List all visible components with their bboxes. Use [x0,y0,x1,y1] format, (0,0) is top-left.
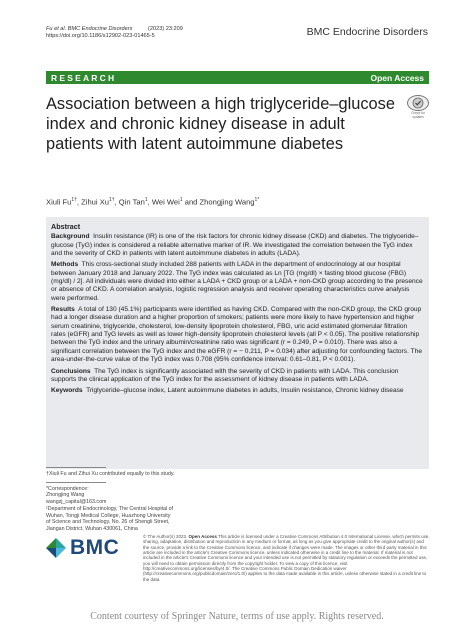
header-citation: (2023) 23:209 [148,26,183,32]
affiliation: ¹Department of Endocrinology, The Central Hospital of Wuhan, Tongji Medical College, Huazhong University of Science and Technology, No. 26 of Shengli Street, Jiangan District, Wuhan 430061, China [46,505,173,532]
abstract-keywords [51,387,423,395]
results-label: Results [51,306,75,314]
article-type-bar [46,71,429,84]
author-name: Xiuli Fu [46,197,72,207]
bmc-logo [46,536,119,560]
check-for-updates-badge[interactable] [407,95,429,117]
author-affil-mark: 1† [71,197,77,203]
header-authors: Fu et al. [46,26,67,32]
correspondence-name: Zhongjing Wang [46,492,85,499]
abstract-heading: Abstract [51,222,81,231]
conclusions-text: The TyG index is significantly associated with the severity of CKD in patients with LADA. This conclusion supports the clinical application of the TyG index for the assessment of kidney disease in patients with LADA. [51,367,399,383]
abstract-methods [51,261,423,303]
abstract-results [51,306,423,364]
background-text: Insulin resistance (IR) is one of the risk factors for chronic kidney disease (CKD) and diabetes. The triglyceride–glucose (TyG) index is considered a reliable alternative marker of IR. We investigated the correlation between the TyG index and the severity of CKD in patients with latent autoimmune diabetes in adults (LADA). [51,233,419,258]
methods-label: Methods [51,261,79,269]
author-affil-mark: 1† [108,197,115,203]
abstract-box [46,217,429,469]
notes-divider [46,467,106,468]
bmc-mark-icon [46,538,66,558]
journal-name: BMC Endocrine Disorders [306,26,428,38]
license-text: This article is licensed under a Creative Commons Attribution 4.0 International License, which permits use, sharing, adaptation, distribution and reproduction in any medium or format, as long as you give appropriate credit to the original author(s) and the source, provide a link to the Creative Commons licence, and indicate if changes were made. The images or other third party material in this article are included in the article's Creative Commons licence, unless indicated otherwise in a credit line to the material. If material is not included in the article's Creative Commons licence and your intended use is not permitted by statutory regulation or exceeds the permitted use, you will need to obtain permission directly from the copyright holder. To view a copy of this licence, visit http://creativecommons.org/licenses/by/4.0/. The Creative Commons Public Domain Dedication waiver (http://creativecommons.org/publicdomain/zero/1.0/) applies to the data made available in this article, unless otherwise stated in a credit line to the data. [143,534,430,582]
bmc-wordmark: BMC [70,536,120,559]
correspondence-email[interactable]: wangzj_capital@163.com [46,499,107,506]
header-journal: BMC Endocrine Disorders [67,26,133,32]
open-access-label: Open Access [370,72,424,83]
notes-divider [46,482,106,483]
license-statement [143,534,430,582]
author-list: Xiuli $Fu^{1\dagger}$, Zihui $Xu^{1\dagger}$, Qin Tan$^1$, Wei Wei$^1$ and Zhongjing Wang$^{1*}$ [46,197,260,207]
keywords-label: Keywords [51,387,83,395]
conclusions-label: Conclusions [51,367,91,375]
abstract-background [51,233,423,258]
author-affil-mark: 1 [144,197,148,203]
author-name: Wei Wei [151,197,180,207]
author-affil-mark: 1* [254,197,260,203]
methods-text: This cross-sectional study included 288 patients with LADA in the department of endocrinology at our hospital between January 2018 and January 2022. The TyG index was calculated as Ln [TG (mg/dl) × fasting blood glucose (FBG) (mg/dl) / 2]. All individuals were divided into either a LADA + CKD group or a LADA + non-CKD group according to the presence or absence of CKD. A correlation analysis, logistic regression analysis and receiver operating characteristics curve analysis were performed. [51,261,423,302]
equal-contribution-note: †Xiuli Fu and Zihui Xu contributed equally to this study. [46,471,175,477]
background-label: Background [51,233,90,241]
license-oa-label: Open Access [188,534,217,539]
page-footer: Content courtesy of Springer Nature, terms of use apply. Rights reserved. [90,611,384,622]
author-name: Zhongjing Wang [199,197,255,207]
results-text: A total of 130 (45.1%) participants were identified as having CKD. Compared with the non-CKD group, the CKD group had a longer disease duration and a higher proportion of smokers; patients were more likely to have hypertension and higher serum creatinine, triglyceride, cholesterol, low-density lipoprotein cholesterol, FBG, uric acid estimated glomerular filtration rates (eGFR) and TyG levels as well as lower high-density lipoprotein cholesterol levels (all P < 0.05). The positive relationship between the TyG index and the urinary albumin/creatinine ratio was significant (r = 0.249, P = 0.010). There was also a significant correlation between the TyG index and the eGFR (r = − 0.211, P = 0.034) after adjusting for confounding factors. The area-under-the-curve value of the TyG index was 0.708 (95% confidence interval: 0.61–0.81, P < 0.001). [51,306,422,364]
keywords-text: Triglyceride–glucose index, Latent autoimmune diabetes in adults, Insulin resistance, Chronic kidney disease [86,387,404,395]
author-name: Qin Tan [118,197,145,207]
copyright: © The Author(s) 2023. [143,534,188,539]
header-doi[interactable]: https://doi.org/10.1186/s12902-023-01465-5 [46,33,155,40]
article-type: RESEARCH [51,72,117,83]
author-notes [46,467,176,533]
crossmark-label: Check for updates [411,111,425,119]
author-name: Zihui Xu [81,197,109,207]
running-header [46,26,306,40]
crossmark-icon [407,95,429,111]
author-affil-mark: 1 [179,197,183,203]
abstract-conclusions [51,368,423,385]
article-title: Association between a high triglyceride–glucose index and chronic kidney disease in adult patients with latent autoimmune diabetes [46,95,395,153]
correspondence-label: *Correspondence: [46,485,89,492]
